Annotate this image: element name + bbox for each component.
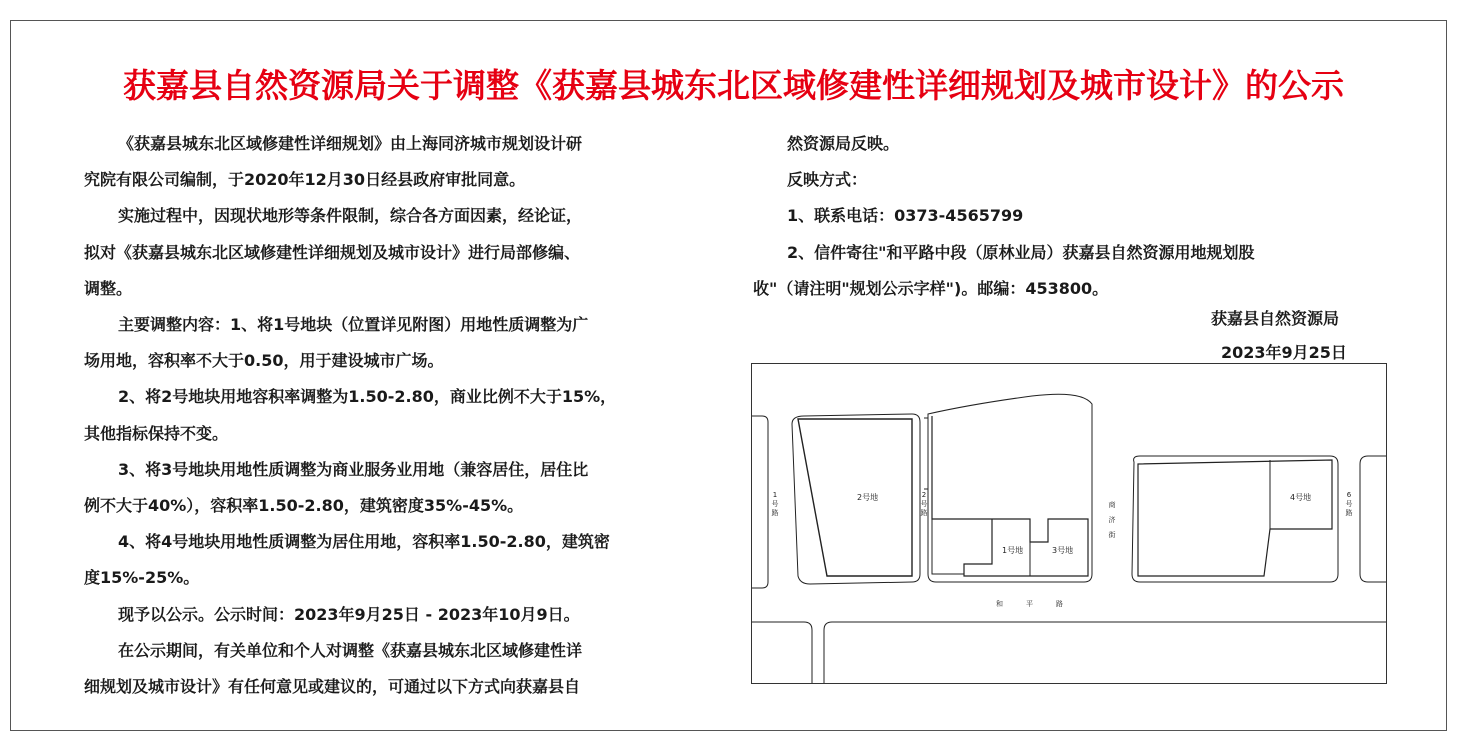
road-label-shangji: 商: [1108, 501, 1116, 509]
notice-line: 度15%-25%。: [84, 568, 200, 588]
plot-2-boundary: [798, 419, 912, 576]
road-label-2: 2: [921, 491, 927, 499]
notice-line: 主要调整内容：1、将1号地块（位置详见附图）用地性质调整为广: [118, 315, 589, 335]
notice-line: 拟对《获嘉县城东北区域修建性详细规划及城市设计》进行局部修编、: [84, 242, 581, 262]
plot-4-boundary: [1138, 460, 1332, 576]
notice-body-right: [753, 126, 1393, 307]
notice-line: 然资源局反映。: [787, 134, 900, 153]
plot-2-label: 2号地: [857, 493, 879, 502]
notice-body-left: [84, 126, 724, 705]
notice-line: 反映方式：: [787, 170, 868, 190]
road-label-heping: 和: [996, 600, 1003, 608]
notice-line: 2、信件寄往"和平路中段（原林业局）获嘉县自然资源用地规划股: [787, 242, 1255, 262]
road-label-heping: 路: [1056, 600, 1063, 608]
notice-line: 其他指标保持不变。: [84, 423, 229, 443]
road-label-1: 号: [771, 500, 779, 508]
road-label-heping: 平: [1026, 600, 1033, 608]
road-label-6: 6: [1346, 491, 1352, 499]
notice-line: 3、将3号地块用地性质调整为商业服务业用地（兼容居住，居住比: [118, 459, 589, 479]
notice-line: 4、将4号地块用地性质调整为居住用地，容积率1.50-2.80，建筑密: [118, 532, 610, 552]
road-label-1: 路: [771, 509, 779, 517]
notice-line: 究院有限公司编制，于2020年12月30日经县政府审批同意。: [84, 170, 526, 190]
site-plan-svg: [752, 364, 1387, 684]
notice-line: 调整。: [84, 278, 133, 298]
road-label-shangji: 济: [1108, 516, 1116, 524]
notice-line: 例不大于40%），容积率1.50-2.80，建筑密度35%-45%。: [84, 496, 524, 516]
plot-3-label: 3号地: [1052, 546, 1074, 555]
signature-org: 获嘉县自然资源局: [1211, 309, 1340, 328]
notice-line: 《获嘉县城东北区域修建性详细规划》由上海同济城市规划设计研: [118, 134, 583, 153]
page-title: 获嘉县自然资源局关于调整《获嘉县城东北区域修建性详细规划及城市设计》的公示: [123, 66, 1344, 105]
road-label-1: 1: [772, 491, 778, 499]
notice-line: 现予以公示。公示时间：2023年9月25日 - 2023年10月9日。: [118, 604, 580, 624]
notice-line: 细规划及城市设计》有任何意见或建议的，可通过以下方式向获嘉县自: [84, 677, 581, 697]
notice-line: 2、将2号地块用地容积率调整为1.50-2.80，商业比例不大于15%，: [118, 387, 617, 407]
notice-line: 在公示期间，有关单位和个人对调整《获嘉县城东北区域修建性详: [118, 640, 583, 660]
road-label-shangji: 街: [1108, 531, 1116, 539]
road-label-6: 路: [1345, 509, 1353, 517]
road-label-6: 号: [1345, 500, 1353, 508]
plot-1-label: 1号地: [1002, 546, 1024, 555]
notice-line: 实施过程中，因现状地形等条件限制，综合各方面因素，经论证，: [118, 206, 583, 226]
plot-4-label: 4号地: [1290, 493, 1312, 502]
signature-date: 2023年9月25日: [1221, 343, 1347, 362]
road-label-2: 路: [920, 509, 928, 517]
notice-line: 1、联系电话：0373-4565799: [787, 206, 1024, 226]
road-label-2: 号: [920, 500, 928, 508]
notice-line: 收"（请注明"规划公示字样")。邮编：453800。: [753, 278, 1109, 298]
notice-line: 场用地，容积率不大于0.50，用于建设城市广场。: [84, 351, 444, 371]
site-plan-map: [751, 363, 1387, 684]
